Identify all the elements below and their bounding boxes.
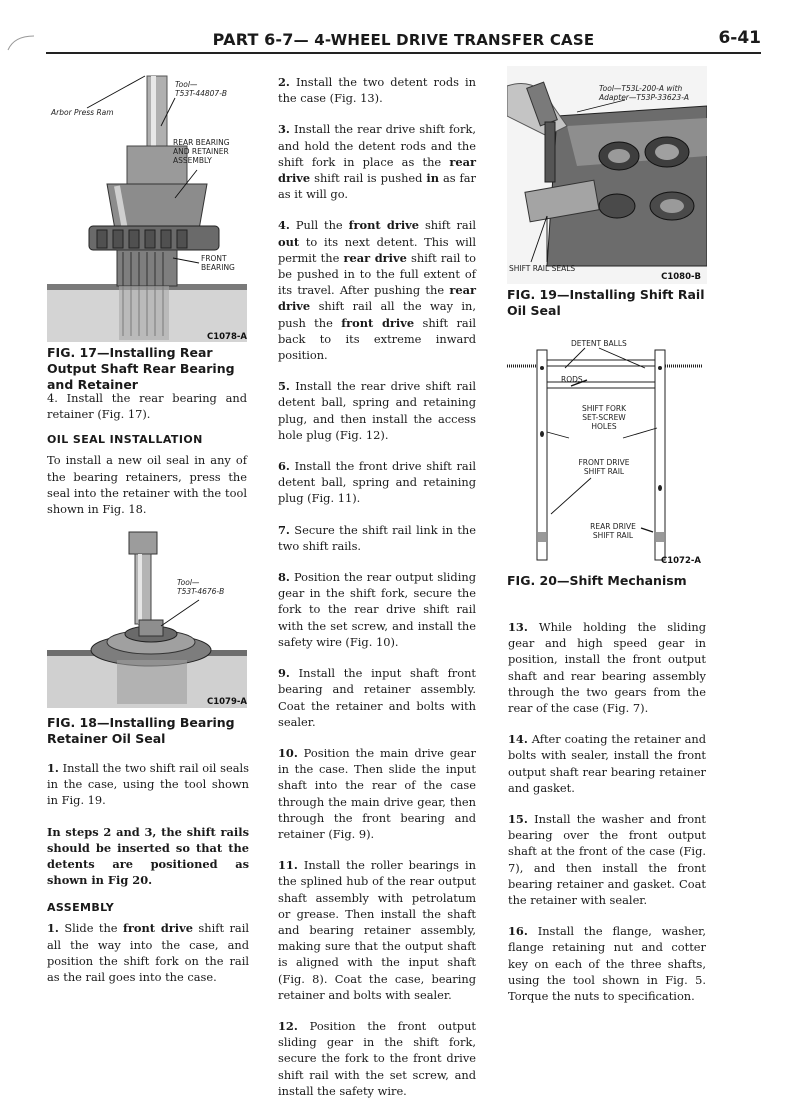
mid-step-12-text: Position the front output sliding gear in the shift fork, secure the fork to the front drive shift rail with the set screw, and install the safety wire. [278, 1018, 477, 1098]
mid-step-11-text: Install the roller bearings in the splined hub of the rear output shaft assembly with petrolatum or grease. Then install the shaft and bearing retainer assembly, making sure that the output shaft is aligned with the input shaft (Fig. 8). Coat the case, bearing retainer and bolts with sealer. [278, 858, 476, 1002]
s4e: to its next detent. This will permit the [278, 234, 476, 265]
mid-step-3-number: 3. [278, 122, 290, 137]
mid-step-7-number: 7. [278, 522, 290, 537]
s4h: rear drive [278, 283, 476, 314]
right-step-15 [508, 811, 706, 908]
fig18-illustration [47, 530, 247, 708]
fig18-code: C1079-A [206, 697, 247, 707]
fig19-caption: FIG. 19—Installing Shift Rail Oil Seal [507, 287, 705, 318]
fig17-front-bearing-label: FRONT BEARING [201, 254, 235, 272]
part-label: PART [212, 30, 259, 49]
mid-step-4-number: 4. [278, 218, 290, 233]
mid-step-6-number: 6. [278, 459, 290, 474]
fig18-drawing [47, 530, 247, 708]
fig20-illustration [507, 338, 707, 570]
right-step-14-text: After coating the retainer and bolts with sealer, install the front output shaft rear bearing retainer and gasket. [508, 732, 706, 795]
mid-step-10 [278, 745, 476, 842]
mid-step-5-text: Install the rear drive shift rail detent ball, spring and retaining plug, and then install the access hole plug (Fig. 12). [278, 379, 477, 442]
fig20-front-rail-label: FRONT DRIVE SHIFT RAIL [578, 458, 630, 476]
s4j: front drive [341, 315, 415, 330]
fig19-tool-label: Tool—T53L-200-A with Adapter—T53P-33623-A [599, 84, 690, 102]
part-number: 6-7 [264, 30, 294, 49]
fig18-caption: FIG. 18—Installing Bearing Retainer Oil Seal [47, 715, 235, 746]
s4f: rear drive [343, 250, 407, 265]
left-column-text-1 [47, 390, 247, 532]
fig19-seals-label: SHIFT RAIL SEALS [509, 264, 576, 273]
s4b: front drive [348, 218, 420, 233]
mid-step-8-number: 8. [278, 570, 290, 585]
s4i: shift rail all the way in, push the [278, 299, 476, 330]
fig17-caption-block [47, 345, 247, 393]
fig18-caption-block [47, 715, 247, 747]
header-title [46, 30, 761, 49]
fig19-illustration [507, 66, 707, 284]
fig17-illustration [47, 66, 247, 342]
mid-step-7 [278, 522, 476, 554]
left-step-4: 4. Install the rear bearing and retainer (Fig. 17). [47, 391, 247, 422]
mid-step-2-number: 2. [278, 75, 290, 89]
oil-seal-heading: OIL SEAL INSTALLATION [47, 433, 203, 447]
right-step-13-text: While holding the sliding gear and high speed gear in position, install the front output shaft and rear bearing assembly through the two gears from the rear of the case (Fig. 7). [508, 620, 706, 716]
left-step-1-number: 1. [47, 761, 59, 775]
fig18-tool-label: Tool— T53T-4676-B [177, 578, 225, 596]
page-header [46, 28, 761, 50]
asm1-text-c: shift rail all the way into the case, and position the shift fork on the rail as the rail goes into the case. [47, 921, 249, 985]
mid-step-2-text: Install the two detent rods in the case (Fig. 13). [278, 75, 476, 106]
fig17-code: C1078-A [206, 332, 247, 342]
page-number: 6-41 [718, 28, 761, 48]
right-step-13 [508, 619, 706, 716]
s4g: shift rail to be pushed in to the full extent of its travel. After pushing the [278, 250, 476, 298]
mid-step-6-text: Install the front drive shift rail detent ball, spring and retaining plug (Fig. 11). [278, 459, 476, 506]
s4c: shift rail [419, 218, 477, 233]
mid-step-2 [278, 74, 476, 106]
s3b: rear drive [278, 154, 476, 186]
mid-step-6 [278, 458, 476, 507]
fig19-code: C1080-B [661, 272, 701, 282]
fig19-caption-block [507, 287, 707, 319]
asm1-text-b: front drive [123, 921, 193, 936]
fig17-rear-bearing-label: REAR BEARING AND RETAINER ASSEMBLY [173, 138, 230, 165]
mid-step-10-text: Position the main drive gear in the case. Then slide the input shaft into the rear of the case through the main drive gear, then through the front bearing and retainer (Fig. 9). [278, 745, 477, 841]
left-step-1 [47, 760, 249, 809]
left-step-1-text: Install the two shift rail oil seals in the case, using the tool shown in Fig. 19. [47, 761, 249, 808]
asm1-text-a: Slide the [64, 921, 123, 936]
right-step-15-number: 15. [508, 812, 528, 827]
header-subtitle: — 4-WHEEL DRIVE TRANSFER CASE [293, 31, 595, 49]
mid-step-12-number: 12. [278, 1018, 298, 1033]
mid-step-9-text: Install the input shaft front bearing and retainer assembly. Coat the retainer and bolts with sealer. [278, 666, 476, 729]
fig20-setscrew-label: SHIFT FORK SET-SCREW HOLES [581, 404, 627, 431]
mid-step-9 [278, 665, 476, 730]
mid-step-12 [278, 1018, 476, 1099]
right-column-text [508, 619, 706, 1019]
fig20-rear-rail-label: REAR DRIVE SHIFT RAIL [590, 522, 636, 540]
fig20-detent-label: DETENT BALLS [571, 339, 627, 348]
s3a: Install the rear drive shift fork, and hold the detent rods and the shift fork in place as the [278, 122, 476, 169]
mid-step-8 [278, 569, 476, 650]
right-step-16 [508, 923, 706, 1004]
fig20-caption-block [507, 573, 707, 589]
mid-step-11-number: 11. [278, 858, 298, 873]
fig20-rods-label: RODS [561, 375, 583, 384]
right-step-15-text: Install the washer and front bearing over the front output shaft at the front of the case (Fig. 7), and then install the front bearing retainer and gasket. Coat the retainer with sealer. [508, 812, 707, 908]
mid-step-10-number: 10. [278, 745, 298, 760]
right-step-16-number: 16. [508, 924, 528, 939]
right-step-16-text: Install the flange, washer, flange retaining nut and cotter key on each of the three shafts, using the tool shown in Fig. 5. Torque the nuts to specification. [508, 924, 706, 1004]
mid-step-5 [278, 378, 476, 443]
oil-seal-text: To install a new oil seal in any of the bearing retainers, press the seal into the retainer with the tool shown in Fig. 18. [47, 453, 247, 517]
assembly-heading: ASSEMBLY [47, 901, 115, 915]
mid-step-3 [278, 121, 476, 202]
s3d: in [426, 171, 439, 186]
fig20-caption: FIG. 20—Shift Mechanism [507, 573, 687, 588]
mid-step-11 [278, 857, 476, 1003]
fig17-arbor-label: Arbor Press Ram [51, 108, 114, 117]
s4k: shift rail back to its extreme inward position. [278, 315, 476, 363]
fig17-caption: FIG. 17—Installing Rear Output Shaft Rear Bearing and Retainer [47, 345, 235, 392]
left-note: In steps 2 and 3, the shift rails should be inserted so that the detents are positioned as shown in Fig 20. [47, 824, 249, 888]
right-step-14 [508, 731, 706, 796]
mid-step-9-number: 9. [278, 666, 290, 681]
page-corner-mark [6, 32, 36, 52]
s3e: as far as it will go. [278, 171, 476, 202]
fig20-code: C1072-A [660, 556, 701, 566]
s3c: shift rail is pushed [310, 171, 427, 186]
assembly-step-1 [47, 920, 249, 985]
middle-column-text [278, 74, 476, 1114]
right-step-13-number: 13. [508, 620, 528, 634]
s4a: Pull the [295, 218, 349, 233]
s4d: out [278, 234, 300, 249]
assembly-step-1-number: 1. [47, 921, 59, 936]
right-step-14-number: 14. [508, 732, 528, 747]
mid-step-7-text: Secure the shift rail link in the two shift rails. [278, 522, 476, 553]
mid-step-8-text: Position the rear output sliding gear in the shift fork, secure the fork to the rear drive shift rail with the set screw, and install the safety wire (Fig. 10). [278, 570, 476, 649]
mid-step-4 [278, 217, 476, 363]
left-column-text-2 [47, 760, 249, 1000]
fig17-tool-label: Tool— T53T-44807-B [175, 80, 228, 98]
mid-step-5-number: 5. [278, 379, 290, 394]
header-rule [46, 52, 761, 54]
